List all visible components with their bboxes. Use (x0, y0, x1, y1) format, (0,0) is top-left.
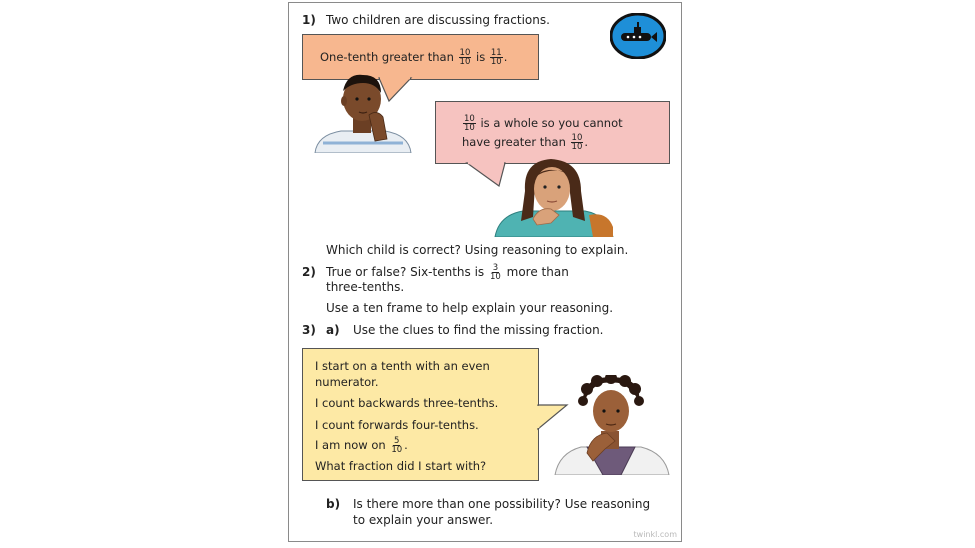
bubble-girl-line-2-text: have greater than (462, 135, 570, 149)
bubble-girl-line-1-text: is a whole so you cannot (476, 116, 623, 130)
question-2-line-1-end: more than (502, 265, 569, 279)
clue-line-1: I start on a tenth with an even (315, 359, 490, 373)
question-3b-line-2: to explain your answer. (353, 513, 494, 527)
fraction-numerator: 11 (490, 48, 502, 58)
fraction-numerator: 10 (571, 133, 583, 143)
bubble-girl-line-2-end: . (584, 135, 589, 149)
fraction-numerator: 10 (459, 48, 471, 58)
question-3b-line-1: Is there more than one possibility? Use reasoning (353, 497, 651, 511)
question-3b-label: b) (326, 497, 341, 511)
question-2-line-1-start: True or false? Six-tenths is (326, 265, 488, 279)
fraction-denominator: 10 (459, 57, 471, 67)
boy-thinking-illustration (311, 69, 415, 153)
fraction-numerator: 10 (464, 114, 475, 124)
bubble-girl-line-1 (462, 115, 623, 132)
fraction-numerator: 5 (394, 436, 400, 446)
clue-line-3: I count backwards three-tenths. (315, 396, 499, 410)
bubble-boy-text-end: . (503, 50, 508, 64)
clue-line-2: numerator. (315, 375, 379, 389)
fraction-ten-tenths (459, 49, 472, 66)
fraction-numerator: 3 (492, 263, 499, 273)
question-3a-text: Use the clues to find the missing fraction. (353, 323, 604, 337)
bubble-boy-text-start: One-tenth greater than (320, 50, 458, 64)
clue-line-6: What fraction did I start with? (315, 459, 487, 473)
worksheet-page (288, 2, 682, 542)
fraction-denominator: 10 (464, 123, 475, 133)
bubble-boy-text (320, 49, 507, 66)
watermark: twinkl.com (633, 530, 677, 539)
fraction-three-tenths (489, 264, 502, 281)
question-1-intro: Two children are discussing fractions. (326, 13, 550, 27)
fraction-denominator: 10 (489, 272, 501, 282)
question-3a-label: a) (326, 323, 340, 337)
fraction-five-tenths (390, 437, 403, 454)
question-1-number: 1) (302, 13, 316, 27)
submarine-icon (610, 13, 666, 59)
fraction-ten-tenths (463, 115, 476, 132)
fraction-denominator: 10 (391, 445, 403, 455)
bubble-girl-line-2 (462, 134, 588, 151)
fraction-denominator: 10 (490, 57, 502, 67)
question-2-line-2: three-tenths. (326, 280, 405, 294)
clue-line-5 (315, 437, 408, 454)
bubble-boy-text-mid: is (472, 50, 489, 64)
clues-speech-bubble (302, 348, 539, 481)
girl-thinking-illustration (489, 155, 619, 237)
fraction-denominator: 10 (571, 142, 583, 152)
child-thinking-illustration (551, 375, 671, 475)
fraction-eleven-tenths (490, 49, 503, 66)
question-2-line-3: Use a ten frame to help explain your reasoning. (326, 301, 614, 315)
clue-line-5-end: . (404, 438, 408, 452)
clue-line-4: I count forwards four-tenths. (315, 418, 479, 432)
fraction-ten-tenths (571, 134, 584, 151)
question-2-line-1 (326, 264, 569, 281)
question-2-number: 2) (302, 265, 316, 279)
clue-line-5-start: I am now on (315, 438, 390, 452)
question-1-prompt: Which child is correct? Using reasoning to explain. (326, 243, 629, 257)
question-3-number: 3) (302, 323, 316, 337)
